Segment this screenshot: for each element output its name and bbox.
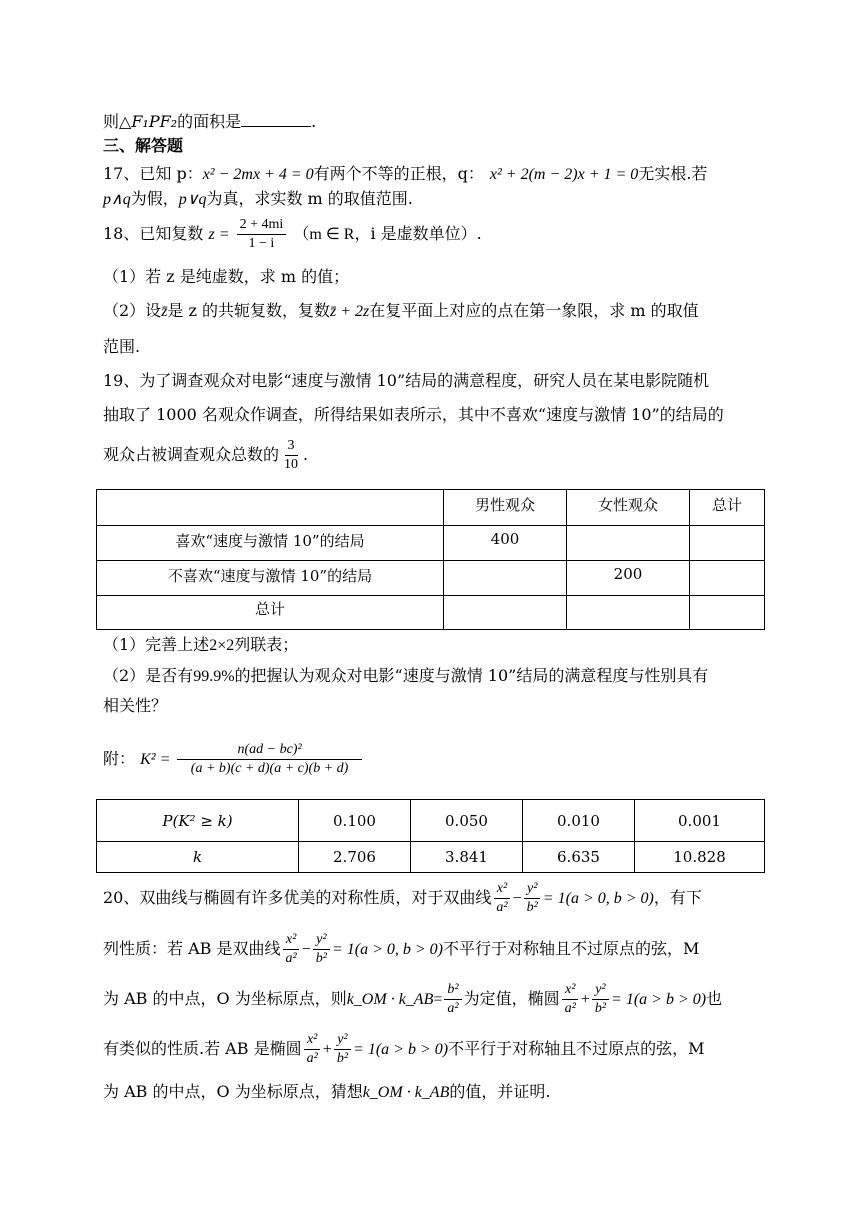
text: 20、双曲线与椭圆有许多优美的对称性质，对于双曲线 bbox=[103, 888, 492, 907]
text: 为真，求实数 m 的取值范围. bbox=[206, 189, 413, 208]
table-row bbox=[97, 800, 765, 842]
logic-expr: p∨q bbox=[178, 191, 207, 208]
fraction bbox=[334, 1031, 351, 1068]
contingency-table bbox=[96, 489, 765, 630]
numerator: y² bbox=[592, 981, 608, 1000]
equation: x² − 2mx + 4 = 0 bbox=[202, 166, 314, 183]
text: 列联表； bbox=[234, 635, 299, 654]
fraction bbox=[237, 216, 287, 253]
text: 为 AB 的中点，O 为坐标原点，则 bbox=[103, 989, 347, 1008]
q18-line1 bbox=[103, 214, 760, 255]
table-cell: 总计 bbox=[690, 490, 765, 526]
q20-line1: 20、双曲线与椭圆有许多优美的对称性质，对于双曲线 $\frac{\text{x²}}{\text{a²}}$ − $\frac{\text{y²}}{\text{b²}}$ = 1(a > 0, b > 0)，有下 bbox=[103, 881, 702, 915]
section-heading: 三、解答题 bbox=[103, 136, 184, 155]
numerator: n(ad − bc)² bbox=[177, 741, 361, 760]
denominator: b² bbox=[336, 1051, 349, 1066]
fraction bbox=[281, 437, 301, 474]
numerator: x² bbox=[562, 981, 578, 1000]
q20-line2: 列性质：若 AB 是双曲线 $\frac{\text{x²}}{\text{a²}}$ − $\frac{\text{y²}}{\text{b²}}$ = 1(a > 0, b > 0)不平行于对称轴且不过原点的弦，M bbox=[103, 932, 700, 966]
table-cell bbox=[567, 596, 690, 630]
text: 也 bbox=[706, 989, 723, 1008]
table-cell bbox=[690, 526, 765, 561]
fraction bbox=[304, 1031, 321, 1068]
table-cell: 10.828 bbox=[635, 842, 765, 873]
fraction bbox=[444, 981, 461, 1018]
fraction bbox=[313, 931, 330, 968]
equation: m ∈ R bbox=[309, 226, 355, 243]
denominator: a² bbox=[306, 1051, 318, 1066]
equation: z̄ bbox=[161, 303, 168, 320]
denominator: 1 − i bbox=[248, 236, 275, 251]
equation: = 1(a > 0, b > 0) bbox=[542, 890, 654, 907]
denominator: b² bbox=[315, 951, 327, 966]
text: 为 AB 的中点，O 为坐标原点，猜想 bbox=[103, 1082, 363, 1101]
equation: K² = bbox=[140, 751, 171, 768]
text: . bbox=[311, 112, 317, 131]
text: ，有下 bbox=[653, 888, 702, 907]
numerator: b² bbox=[444, 981, 461, 1000]
table-cell: 0.050 bbox=[411, 800, 523, 842]
text: 的面积是 bbox=[177, 112, 242, 131]
table-cell bbox=[444, 561, 567, 596]
table-cell bbox=[690, 596, 765, 630]
table-row bbox=[97, 490, 765, 526]
text: . bbox=[303, 445, 309, 464]
q19-line1: 19、为了调查观众对电影“速度与激情 10”结局的满意程度，研究人员在某电影院随机 bbox=[103, 371, 710, 390]
table-cell: 总计 bbox=[97, 596, 444, 630]
equation: k_OM · k_AB bbox=[362, 1084, 450, 1101]
fraction bbox=[493, 880, 510, 917]
table-cell bbox=[97, 490, 444, 526]
equation: z = bbox=[208, 226, 230, 243]
numerator: y² bbox=[524, 880, 540, 899]
table-row bbox=[97, 842, 765, 873]
table-cell bbox=[690, 561, 765, 596]
denominator: b² bbox=[526, 900, 538, 915]
text: 18、已知复数 bbox=[103, 224, 204, 243]
table-row bbox=[97, 526, 765, 561]
text: 观众占被调查观众总数的 bbox=[103, 445, 280, 464]
numerator: y² bbox=[313, 931, 329, 950]
q20-line3: 为 AB 的中点，O 为坐标原点，则k_OM · k_AB= $\frac{\text{b²}}{\text{a²}}$ 为定值，椭圆 $\frac{\text{x²}}{\text{a²}}$ + $\frac{\text{y²}}{\text{b²}}$ = 1(a > b > 0)也 bbox=[103, 982, 723, 1016]
q19-line3 bbox=[103, 432, 760, 478]
equation: z̄ + 2z bbox=[330, 303, 370, 320]
equation: = 1(a > b > 0) bbox=[353, 1041, 449, 1058]
text: 为假， bbox=[130, 189, 179, 208]
numerator: x² bbox=[304, 1031, 320, 1050]
text: 为定值，椭圆 bbox=[463, 989, 560, 1008]
numerator: x² bbox=[283, 931, 299, 950]
text: （2）设 bbox=[103, 301, 162, 320]
triangle-expr: △F₁PF₂ bbox=[119, 112, 178, 131]
equation: = 1(a > 0, b > 0) bbox=[331, 941, 443, 958]
answer-blank bbox=[241, 110, 311, 127]
denominator: a² bbox=[564, 1001, 576, 1016]
table-cell: P(K² ≥ k) bbox=[97, 800, 299, 842]
q20-line4: 有类似的性质.若 AB 是椭圆 $\frac{\text{x²}}{\text{a²}}$ + $\frac{\text{y²}}{\text{b²}}$ = 1(a > b > 0)不平行于对称轴且不过原点的弦，M bbox=[103, 1032, 705, 1066]
text: 的把握认为观众对电影“速度与激情 10”结局的满意程度与性别具有 bbox=[234, 666, 709, 685]
q17-line1 bbox=[103, 162, 760, 187]
table-cell: 男性观众 bbox=[444, 490, 567, 526]
table-cell: 3.841 bbox=[411, 842, 523, 873]
q19-part1 bbox=[103, 633, 760, 658]
equation: 2×2 bbox=[209, 637, 235, 654]
q18-part1: （1）若 z 是纯虚数，求 m 的值； bbox=[103, 267, 350, 286]
text: ，i 是虚数单位）. bbox=[354, 224, 482, 243]
q18-part2 bbox=[103, 299, 760, 324]
critical-value-table bbox=[96, 799, 765, 873]
q19-part2 bbox=[103, 664, 760, 689]
text: 不平行于对称轴且不过原点的弦，M bbox=[442, 939, 700, 958]
logic-expr: p∧q bbox=[103, 191, 131, 208]
q20-line5 bbox=[103, 1080, 760, 1105]
text: 不平行于对称轴且不过原点的弦，M bbox=[448, 1039, 705, 1058]
denominator: a² bbox=[285, 951, 297, 966]
table-cell: 400 bbox=[444, 526, 567, 561]
text: 则 bbox=[103, 112, 120, 131]
table-cell: 0.001 bbox=[635, 800, 765, 842]
denominator: a² bbox=[496, 900, 508, 915]
table-cell: 200 bbox=[567, 561, 690, 596]
equation: = 1(a > b > 0) bbox=[611, 991, 707, 1008]
table-cell bbox=[444, 596, 567, 630]
fraction bbox=[592, 981, 609, 1018]
denominator: a² bbox=[447, 1001, 459, 1016]
q19-part2-cont: 相关性？ bbox=[103, 696, 168, 715]
table-cell: 女性观众 bbox=[567, 490, 690, 526]
text: （ bbox=[293, 224, 310, 243]
numerator: 2 + 4mi bbox=[237, 216, 287, 235]
table-cell: 不喜欢“速度与激情 10”的结局 bbox=[97, 561, 444, 596]
table-row bbox=[97, 596, 765, 630]
table-cell: 0.010 bbox=[523, 800, 635, 842]
text: 17、已知 p： bbox=[103, 164, 203, 183]
numerator: 3 bbox=[285, 437, 298, 456]
text: 是 z 的共轭复数，复数 bbox=[167, 301, 331, 320]
equation: x² + 2(m − 2)x + 1 = 0 bbox=[489, 166, 639, 183]
table-row bbox=[97, 561, 765, 596]
denominator: b² bbox=[594, 1001, 607, 1016]
text: （2）是否有 bbox=[103, 666, 194, 685]
fraction bbox=[524, 880, 541, 917]
denominator: (a + b)(c + d)(a + c)(b + d) bbox=[190, 761, 349, 776]
fraction bbox=[562, 981, 579, 1018]
q16-tail bbox=[103, 110, 760, 134]
appendix-formula bbox=[103, 735, 760, 784]
text: 有两个不等的正根，q： bbox=[313, 164, 484, 183]
table-cell: 喜欢“速度与激情 10”的结局 bbox=[97, 526, 444, 561]
text: 在复平面上对应的点在第一象限，求 m 的取值 bbox=[369, 301, 699, 320]
text: 列性质：若 AB 是双曲线 bbox=[103, 939, 281, 958]
fraction bbox=[283, 931, 300, 968]
equation: k_OM · k_AB bbox=[346, 991, 434, 1008]
q19-line2: 抽取了 1000 名观众作调查，所得结果如表所示，其中不喜欢“速度与激情 10”的结局的 bbox=[103, 405, 724, 424]
table-cell: 2.706 bbox=[299, 842, 411, 873]
table-cell: 0.100 bbox=[299, 800, 411, 842]
numerator: x² bbox=[494, 880, 510, 899]
table-cell: k bbox=[97, 842, 299, 873]
text: 无实根.若 bbox=[638, 164, 708, 183]
text: 有类似的性质.若 AB 是椭圆 bbox=[103, 1039, 302, 1058]
text: （1）完善上述 bbox=[103, 635, 210, 654]
equation: 99.9% bbox=[193, 668, 235, 685]
q17-line2 bbox=[103, 187, 760, 212]
table-cell bbox=[567, 526, 690, 561]
table-cell: 6.635 bbox=[523, 842, 635, 873]
numerator: y² bbox=[334, 1031, 350, 1050]
q18-part2-cont: 范围. bbox=[103, 337, 141, 356]
text: 附： bbox=[103, 749, 136, 768]
denominator: 10 bbox=[284, 457, 299, 472]
text: 的值，并证明. bbox=[449, 1082, 551, 1101]
fraction bbox=[177, 741, 361, 778]
